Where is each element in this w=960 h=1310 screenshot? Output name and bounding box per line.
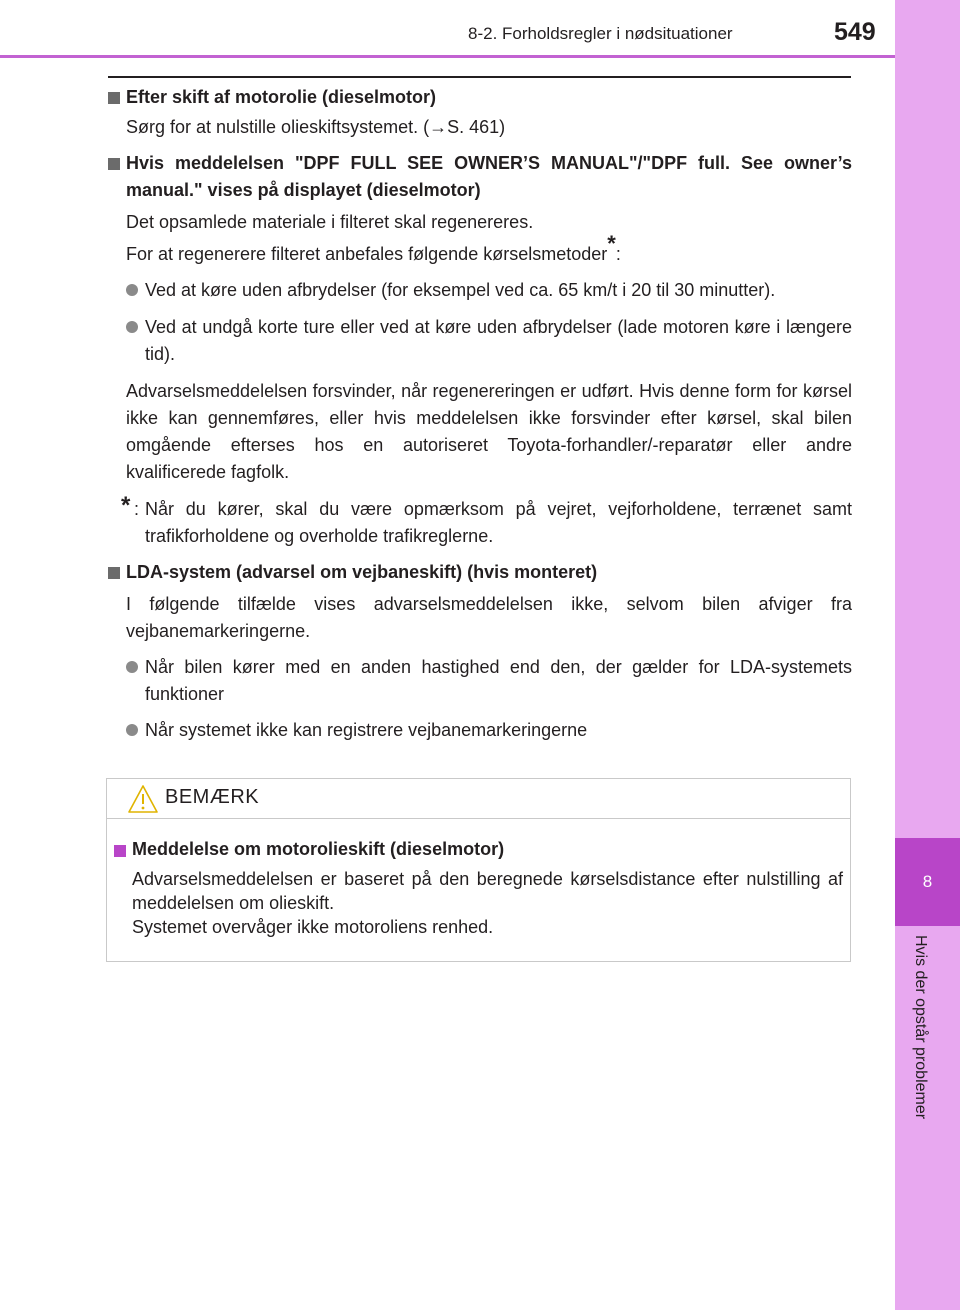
chapter-number: 8 xyxy=(922,872,933,891)
square-bullet-icon xyxy=(108,158,120,170)
paragraph: Det opsamlede materiale i filteret skal regenereres. xyxy=(126,212,534,232)
paragraph: For at regenerere filteret anbefales følgende kørselsmetoder*: xyxy=(126,231,621,264)
square-bullet-icon xyxy=(108,567,120,579)
warning-triangle-icon xyxy=(127,784,159,814)
footnote-star: * xyxy=(607,231,616,256)
list-item: Når bilen kører med en anden hastighed end den, der gælder for LDA-systemets funktioner xyxy=(107,654,852,708)
paragraph: I følgende tilfælde vises advarselsmeddelelsen ikke, selvom bilen afviger fra vejbanemarkeringerne. xyxy=(126,594,852,641)
list-item: Ved at undgå korte ture eller ved at køre uden afbrydelser (lade motoren køre i længere tid). xyxy=(107,314,852,368)
chapter-number-tab xyxy=(895,838,960,926)
notice-heading: Meddelelse om motorolieskift (dieselmotor) xyxy=(113,837,843,861)
list-item: Ved at køre uden afbrydelser (for eksempel ved ca. 65 km/t i 20 til 30 minutter). xyxy=(107,277,852,304)
list-item: Når systemet ikke kan registrere vejbanemarkeringerne xyxy=(107,717,852,744)
round-bullet-icon xyxy=(126,284,138,296)
paragraph: Advarselsmeddelelsen forsvinder, når regenereringen er udført. Hvis denne form for kørsel ikke kan gennemføres, eller hvis meddelelsen ikke forsvinder efter kørsel, skal bilen omgående efterses hos en autoriseret Toyota-forhandler/-reparatør eller andre kvalificerede fagfolk. xyxy=(126,381,852,482)
round-bullet-icon xyxy=(126,724,138,736)
heading-lda-system: LDA-system (advarsel om vejbaneskift) (hvis monteret) xyxy=(107,559,852,586)
notice-header xyxy=(107,779,850,819)
heading-oil-change: Efter skift af motorolie (dieselmotor) xyxy=(107,84,852,111)
notice-body xyxy=(113,837,843,939)
heading-dpf-full: Hvis meddelelsen "DPF FULL SEE OWNER’S MANUAL"/"DPF full. See owner’s manual." vises på displayet (dieselmotor) xyxy=(107,150,852,204)
notice-title: BEMÆRK xyxy=(165,786,260,808)
chapter-title-vertical xyxy=(900,935,940,1175)
section-title: 8-2. Forholdsregler i nødsituationer xyxy=(468,24,733,43)
chapter-title: Hvis der opstår problemer xyxy=(912,935,929,1120)
square-bullet-icon xyxy=(108,92,120,104)
round-bullet-icon xyxy=(126,321,138,333)
paragraph: Sørg for at nulstille olieskiftsystemet. (→S. 461) xyxy=(126,117,506,137)
notice-box xyxy=(106,778,851,962)
notice-paragraph: Systemet overvåger ikke motoroliens renhed. xyxy=(132,917,494,937)
header-divider xyxy=(0,55,895,58)
footnote: * : Når du kører, skal du være opmærksom på vejret, vejforholdene, terrænet samt trafikforholdene og overholde trafikreglerne. xyxy=(121,492,852,546)
footnote-star: * xyxy=(121,492,131,519)
main-content xyxy=(107,84,852,744)
notice-paragraph: Advarselsmeddelelsen er baseret på den beregnede kørselsdistance efter nulstilling af meddelelsen om olieskift. xyxy=(132,869,843,913)
page-number: 549 xyxy=(834,18,876,46)
square-bullet-icon xyxy=(114,845,126,857)
round-bullet-icon xyxy=(126,661,138,673)
content-top-rule xyxy=(108,76,851,78)
